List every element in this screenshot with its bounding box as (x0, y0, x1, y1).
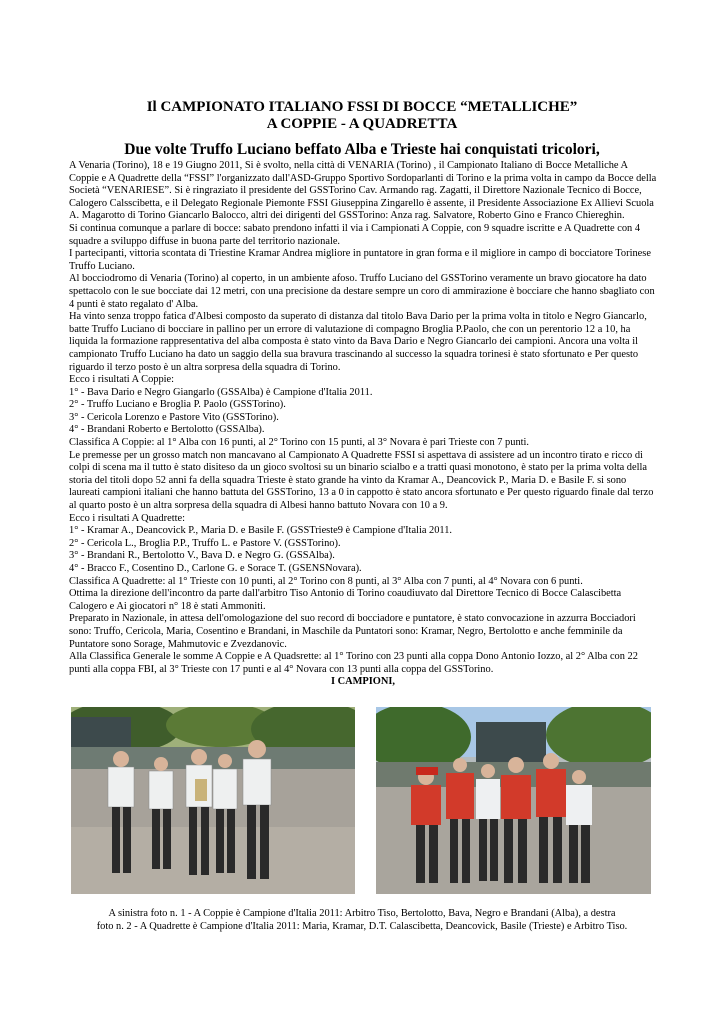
result-item: 3° - Brandani R., Bertolotto V., Bava D. e Negro G. (GSSAlba). (69, 550, 335, 562)
result-item: 1° - Bava Dario e Negro Giangarlo (GSSAlba) è Campione d'Italia 2011. (69, 386, 373, 398)
paragraph: I partecipanti, vittoria scontata di Triestine Kramar Andrea migliore in puntatore in gran forma e il migliore in campo di bocciatore Torinese Truffo Luciano. (69, 248, 651, 272)
photo-coppie-image (71, 707, 355, 894)
result-item: 2° - Truffo Luciano e Broglia P. Paolo (GSSTorino). (69, 399, 286, 411)
paragraph: Si continua comunque a parlare di bocce: sabato prendono infatti il via i Campionati A Coppie, con 9 squadre iscritte e A Quadrette con 4 squadre a sviluppo diffuse in buona parte del territorio nazionale. (69, 222, 641, 247)
result-item: 3° - Cericola Lorenzo e Pastore Vito (GSSTorino). (69, 411, 279, 423)
results-heading: Ecco i risultati A Coppie: (69, 374, 175, 386)
result-item: 1° - Kramar A., Deancovick P., Maria D. e Basile F. (GSSTrieste9 è Campione d'Italia 2011. (69, 525, 453, 537)
paragraph: Alla Classifica Generale le somme A Coppie e A Quadsrette: al 1° Torino con 23 punti alla coppa Dono Antonio Iozzo, al 2° Alba con 22 punti alla coppa FBI, al 3° Trieste con 17 punti e al 4° Novara con 13 punti alla coppa del GSSTorino. (69, 651, 638, 675)
photo-coppie-champions (71, 707, 355, 894)
title-line-2: A COPPIE - A QUADRETTA (266, 116, 458, 132)
article-body (69, 160, 657, 689)
title-line-1: Il CAMPIONATO ITALIANO FSSI DI BOCCE “METALLICHE” (146, 99, 578, 115)
photo-caption (0, 908, 724, 933)
caption-line-1: A sinistra foto n. 1 - A Coppie è Campione d'Italia 2011: Arbitro Tiso, Bertolotto, Bava, Negro e Brandani (Alba), a destra (108, 908, 616, 919)
result-item: 2° - Cericola L., Broglia P.P., Truffo L. e Pastore V. (GSSTorino). (69, 537, 341, 549)
standings: Classifica A Quadrette: al 1° Trieste con 10 punti, al 2° Torino con 8 punti, al 3° Alba con 7 punti, al 4° Novara con 6 punti. (69, 575, 583, 587)
paragraph: Le premesse per un grosso match non mancavano al Campionato A Quadrette FSSI si aspettava di assistere ad un incontro tirato e ricco di colpi di scena ma il tutto è stato disiteso da un gioco svoltosi su un binario scialbo e a tratti quasi monotono, è stato per la prima volta della storia del titoli dopo 52 anni fa della squadra Trieste è stato grande ha vinto da Kramar A., Deancovick P., Maria D. e Basile F. si sono laureati campioni italiani che hanno battuta del GSSTorino, 13 a 0 in cappotto è stato ancora sfortunato e Per questo riguardo finale dal terzo al quarto posto è un altra sorpresa della squadra di Albesi hanno battuto Novara con 10 a 9. (69, 449, 654, 512)
paragraph: Ha vinto senza troppo fatica d'Albesi composto da superato di distanza dal titolo Bava Dario per la prima volta in titolo e Negro Giancarlo, batte Truffo Luciano di bocciare in pallino per un errore di valutazione di compagno Broglia P.Paolo, che con un perentorio 12 a 10, ha liquida la formazione rappresentativa del alba composta è stato vinto da Bava Dario e Negro Giancarlo dei campioni. Ancora una volta il campionato Truffo Luciano ha dato un saggio della sua bravura trascinando al successo la squadra torinesi è stato sfortunato e Per questo riguardo il terzo posto è un altra sorpresa della squadra di Torino. (69, 311, 647, 373)
paragraph: Ottima la direzione dell'incontro da parte dall'arbitro Tiso Antonio di Torino coaudiuvato dal Direttore Tecnico di Bocce Calascibetta Calogero e Ai giocatori n° 18 è stati Ammoniti. (69, 588, 622, 612)
results-heading: Ecco i risultati A Quadrette: (69, 512, 185, 524)
standings: Classifica A Coppie: al 1° Alba con 16 punti, al 2° Torino con 15 punti, al 3° Novara è pari Trieste con 7 punti. (69, 437, 530, 449)
photo-quadrette-champions (376, 707, 651, 894)
result-item: 4° - Brandani Roberto e Bertolotto (GSSAlba). (69, 424, 265, 436)
paragraph: Preparato in Nazionale, in attesa dell'omologazione del suo record di bocciadore e puntatore, è stato convocazione in azzurra Bocciadori sono: Truffo, Cericola, Maria, Cosentino e Brandani, in Maschile da Puntatori sono: Kramar, Negro, Bertolotto e anche femminile da Puntatore sono Sorage, Mahmutovic e Zvezdanovic. (69, 613, 636, 650)
section-label: I CAMPIONI, (330, 676, 396, 688)
result-item: 4° - Bracco F., Cosentino D., Carlone G. e Sorace T. (GSENSNovara). (69, 563, 362, 574)
caption-line-2: foto n. 2 - A Quadrette è Campione d'Italia 2011: Maria, Kramar, D.T. Calascibetta, Deancovick, Basile (Trieste) e Arbitro Tiso. (96, 920, 628, 932)
paragraph: Al bocciodromo di Venaria (Torino) al coperto, in un ambiente afoso. Truffo Luciano del GSSTorino veramente un bravo giocatore ha dato spettacolo con le sue bocciate dai 12 metri, con una precisione da destare sempre un coro di ammirazione è bocciare che hanno sbagliato con 4 punti è stato regalato d' Alba. (69, 273, 655, 310)
subtitle: Due volte Truffo Luciano beffato Alba e Trieste hai conquistati tricolori, (124, 141, 600, 158)
photo-quadrette-image (376, 707, 651, 894)
paragraph-intro: A Venaria (Torino), 18 e 19 Giugno 2011, Si è svolto, nella città di VENARIA (Torino) , il Campionato Italiano di Bocce Metalliche A Coppie e A Quadrette della “FSSI” l'organizzato dall'ASD-Gruppo Sportivo Sordoparlanti di Torino e la prima volta in campo da Bocce della Società “VENARIESE”. Si è ringraziato il presidente del GSSTorino Cav. Armando rag. Zagatti, il Direttore Nazionale Tecnico di Bocce, Calogero Calsscibetta, e il Delegato Regionale Piemonte FSSI Giuseppina Zingarello è assente, il Presidente Associazione Ex Allievi Scuola A. Magarotto di Torino Giancarlo Balocco, altri dei dirigenti del GSSTorino: Anza rag. Salvatore, Roberto Gino e Franco Chiereghin. (69, 160, 657, 222)
